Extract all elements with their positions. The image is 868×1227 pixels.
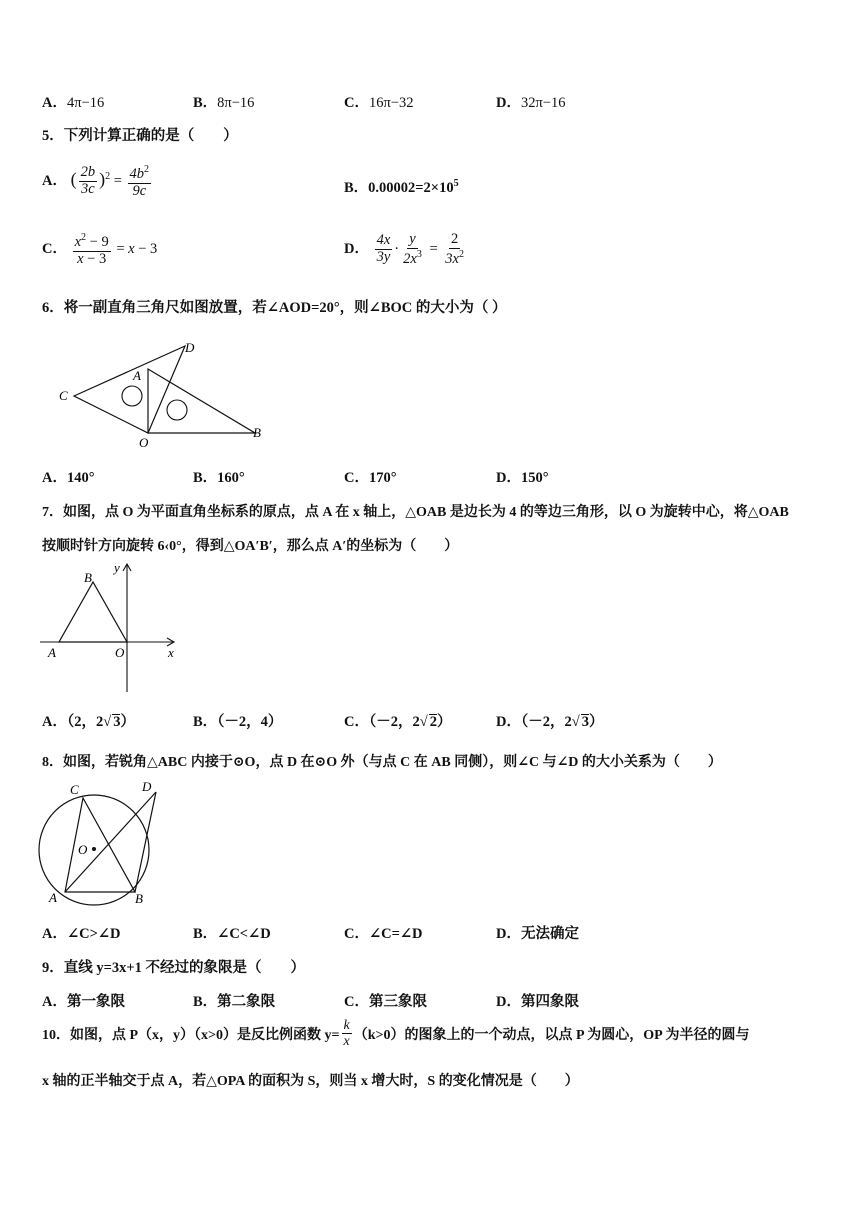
q10-stem-line1 [42,1018,749,1050]
q7-option-d-label: D． [496,714,521,730]
q6-stem: 6．将一副直角三角尺如图放置，若∠AOD=20°，则∠BOC 的大小为（ ） [42,300,507,316]
q8-option-b-label: B． [193,926,218,942]
q7-option-a-post: ） [120,714,135,730]
q7-stem-line1: 7．如图，点 O 为平面直角坐标系的原点，点 A 在 x 轴上，△OAB 是边长为 4 的等边三角形，以 O 为旋转中心，将△OAB [42,505,789,520]
q7-option-b [193,710,282,731]
q5-stem: 5．下列计算正确的是（ ） [42,128,238,144]
q5-option-c-label: C． [42,241,67,258]
q6-option-c-value: 170° [368,470,397,486]
q4-option-a-label: A． [42,95,67,111]
q8-option-c [344,922,423,943]
q5-option-b-label: B． [344,180,369,196]
q6-option-c [344,466,397,487]
q8-option-b-value: ∠C<∠D [217,926,271,942]
q10-stem-post: （k>0）的图象上的一个动点，以点 P 为圆心，OP 为半径的圆与 [353,1027,750,1043]
q6-option-b-label: B． [193,470,218,486]
q7-option-a-label: A． [42,714,67,730]
q7-label-o: O [115,645,125,660]
q10-frac-denominator: x [343,1034,350,1050]
q5-option-a-math: ( $\frac{2b}{3c}$ )$^2$ = $\frac{4b^2}{9c}$ [70,164,150,199]
q8-label-o: O [78,842,88,857]
q9-stem: 9．直线 y=3x+1 不经过的象限是（ ） [42,960,306,976]
q5-option-b-text: 0.00002=2×10 [368,180,454,196]
q9-option-b [193,990,275,1011]
q4-option-a [42,91,104,112]
q8-option-d [496,922,579,943]
q7-stem-line2: 按顺时针方向旋转 6‹0°，得到△OA′B′，那么点 A′的坐标为（ ） [42,539,459,554]
q9-option-c-label: C． [344,994,369,1010]
q7-option-b-value: （－2，4） [217,714,283,730]
q7-option-c-pre: （－2，2 [368,714,420,730]
q6-option-b-value: 160° [217,470,245,486]
q6-option-b [193,466,245,487]
q7-option-d: D．（－2，2√ 3） [496,714,604,730]
q4-option-d-value: 32π−16 [520,95,566,111]
q8-option-a-value: ∠C>∠D [66,926,121,942]
q10-stem-pre: 10．如图，点 P（x，y）（x>0）是反比例函数 y= [42,1027,340,1043]
q8-option-b [193,922,271,943]
q7-option-c-label: C． [344,714,369,730]
q6-label-c: C [59,388,68,403]
q6-option-a-label: A． [42,470,67,486]
q10-stem-line2: x 轴的正半轴交于点 A，若△OPA 的面积为 S，则当 x 增大时，S 的变化情况是（ ） [42,1074,579,1089]
q8-label-b: B [135,891,143,906]
q7-option-c-post: ） [436,714,452,730]
q4-option-a-value: 4π−16 [66,95,105,111]
q6-label-b: B [253,425,261,440]
q9-option-d-value: 第四象限 [520,994,579,1010]
q8-option-c-value: ∠C=∠D [368,926,423,942]
q8-label-d: D [142,779,152,794]
q7-label-y: y [114,560,120,575]
q5-option-d-label: D． [344,241,369,258]
q9-option-b-value: 第二象限 [217,994,276,1010]
q5-option-d-math: $\frac{4x}{3y}$ · $\frac{y}{2x^3}$ = $\frac{2}{3x^2}$ [376,231,464,267]
q9-option-b-label: B． [193,994,218,1010]
q4-option-c-value: 16π−32 [368,95,414,111]
q8-label-c: C [70,782,79,797]
q4-option-c [344,91,413,112]
q7-option-c-radicand: 2 [429,714,437,730]
q8-option-c-label: C． [344,926,369,942]
q5-option-c-math: $\frac{x^2 - 9}{x - 3}$ = x − 3 [74,232,158,267]
q9-option-d-label: D． [496,994,521,1010]
q4-option-b-value: 8π−16 [217,95,255,111]
q7-option-a-pre: （2，2 [66,714,104,730]
q6-option-d-value: 150° [520,470,549,486]
q4-option-c-label: C． [344,95,369,111]
q7-option-d-pre: （－2，2 [520,714,572,730]
q8-option-a [42,922,121,943]
q6-option-d-label: D． [496,470,521,486]
q6-option-c-label: C． [344,470,369,486]
q7-option-a: A．（2，2√ 3） [42,714,135,730]
q9-option-a [42,990,125,1011]
q7-option-d-radicand: 3 [581,714,589,730]
q5-option-d [344,232,468,268]
q6-option-d [496,466,549,487]
q7-option-c: C．（－2，2√ 2） [344,714,452,730]
q7-label-a: A [48,645,56,660]
q6-label-o: O [139,435,149,450]
q8-option-a-label: A． [42,926,67,942]
q5-option-b-exponent: 5 [453,178,459,190]
q6-option-a-value: 140° [66,470,95,486]
q4-option-d-label: D． [496,95,521,111]
q10-frac-numerator: k [343,1018,350,1033]
q5-option-b [344,176,459,197]
q7-figure-coordinate-plane [40,560,185,695]
q6-label-a: A [133,368,141,383]
q4-option-d [496,91,565,112]
q7-label-b: B [84,570,92,585]
q5-option-c [42,232,157,268]
q8-figure-circle [38,778,163,908]
q9-option-c-value: 第三象限 [368,994,427,1010]
q9-option-d [496,990,579,1011]
q8-stem: 8．如图，若锐角△ABC 内接于⊙O，点 D 在⊙O 外（与点 C 在 AB 同侧），则∠C 与∠D 的大小关系为（ ） [42,755,722,770]
q6-label-d: D [185,340,195,355]
q5-option-a [42,164,153,200]
q9-option-a-value: 第一象限 [66,994,125,1010]
q7-option-a-radicand: 3 [113,714,121,730]
q5-option-a-label: A． [42,173,67,190]
q9-option-a-label: A． [42,994,67,1010]
q9-option-c [344,990,427,1011]
q4-option-b-label: B． [193,95,218,111]
q4-option-b [193,91,254,112]
q8-label-a: A [49,890,57,905]
q6-option-a [42,466,95,487]
q8-option-d-label: D． [496,926,521,942]
q8-option-d-value: 无法确定 [520,926,579,942]
q7-option-b-label: B． [193,714,218,730]
q7-option-d-post: ） [588,714,604,730]
q7-label-x: x [168,645,174,660]
q6-figure-triangles [55,336,270,451]
